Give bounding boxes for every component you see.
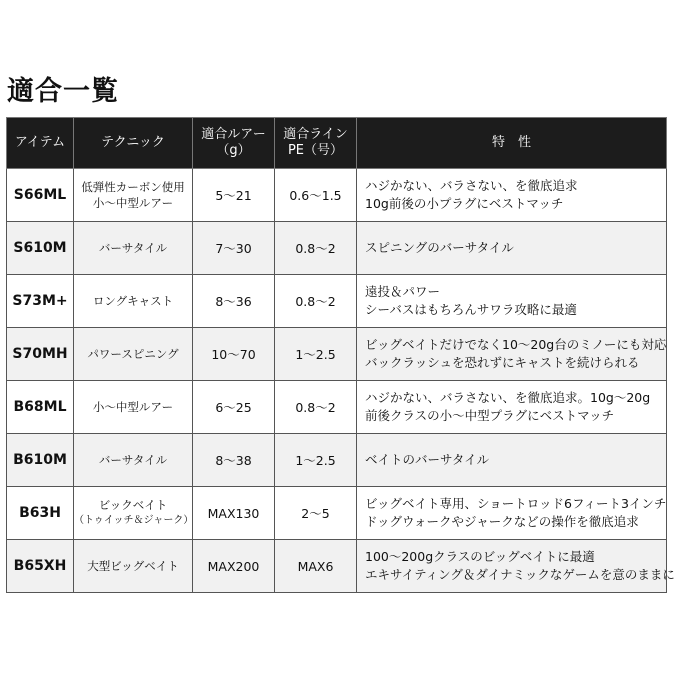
technique-cell: バーサタイル (74, 222, 193, 275)
table-row (7, 169, 667, 222)
lure-cell: 10～70 (193, 328, 275, 381)
line-cell: 0.8～2 (275, 381, 357, 434)
table-row (7, 434, 667, 487)
item-cell: S70MH (7, 328, 74, 381)
technique-cell: ビックベイト （トゥイッチ＆ジャーク） (74, 487, 193, 540)
feature-cell: スピニングのバーサタイル (357, 222, 667, 275)
compatibility-table (6, 117, 675, 593)
item-cell: B63H (7, 487, 74, 540)
item-cell: B610M (7, 434, 74, 487)
feature-cell: ビッグベイト専用、ショートロッド6フィート3インチ ドッグウォークやジャークなどの操作を徹底追求 (357, 487, 667, 540)
feature-cell: ハジかない、バラさない、を徹底追求 10g前後の小プラグにベストマッチ (357, 169, 667, 222)
line-cell: 0.8～2 (275, 222, 357, 275)
lure-cell: 6～25 (193, 381, 275, 434)
feature-cell: 遠投＆パワー シーバスはもちろんサワラ攻略に最適 (357, 275, 667, 328)
technique-cell: バーサタイル (74, 434, 193, 487)
header-line-pe: 適合ライン PE（号） (275, 118, 357, 169)
line-cell: 0.6～1.5 (275, 169, 357, 222)
table-row (7, 540, 667, 593)
technique-cell: 低弾性カーボン使用 小〜中型ルアー (74, 169, 193, 222)
feature-cell: ハジかない、バラさない、を徹底追求。10g～20g 前後クラスの小～中型プラグにベストマッチ (357, 381, 667, 434)
feature-cell: ベイトのバーサタイル (357, 434, 667, 487)
table-row (7, 328, 667, 381)
table-row (7, 275, 667, 328)
lure-cell: MAX130 (193, 487, 275, 540)
lure-cell: MAX200 (193, 540, 275, 593)
line-cell: 1～2.5 (275, 328, 357, 381)
lure-cell: 8～38 (193, 434, 275, 487)
technique-cell: パワースピニング (74, 328, 193, 381)
item-cell: S610M (7, 222, 74, 275)
lure-cell: 5～21 (193, 169, 275, 222)
table-row (7, 487, 667, 540)
table-row (7, 381, 667, 434)
line-cell: 0.8～2 (275, 275, 357, 328)
item-cell: S66ML (7, 169, 74, 222)
item-cell: B65XH (7, 540, 74, 593)
line-cell: 1～2.5 (275, 434, 357, 487)
technique-cell: 大型ビッグベイト (74, 540, 193, 593)
line-cell: 2～5 (275, 487, 357, 540)
feature-cell: ビッグベイトだけでなく10～20g台のミノーにも対応 バックラッシュを恐れずにキャストを続けられる (357, 328, 667, 381)
line-cell: MAX6 (275, 540, 357, 593)
technique-cell: ロングキャスト (74, 275, 193, 328)
table-row (7, 222, 667, 275)
lure-cell: 7～30 (193, 222, 275, 275)
item-cell: B68ML (7, 381, 74, 434)
header-item: アイテム (7, 118, 74, 169)
technique-cell: 小〜中型ルアー (74, 381, 193, 434)
header-lure-weight: 適合ルアー （g） (193, 118, 275, 169)
table-header-row (7, 118, 667, 169)
page-title: 適合一覧 (7, 76, 119, 107)
lure-cell: 8～36 (193, 275, 275, 328)
header-feature: 特 性 (357, 118, 667, 169)
feature-cell: 100～200gクラスのビッグベイトに最適 エキサイティング＆ダイナミックなゲームを意のままに (357, 540, 667, 593)
item-cell: S73M+ (7, 275, 74, 328)
header-technique: テクニック (74, 118, 193, 169)
